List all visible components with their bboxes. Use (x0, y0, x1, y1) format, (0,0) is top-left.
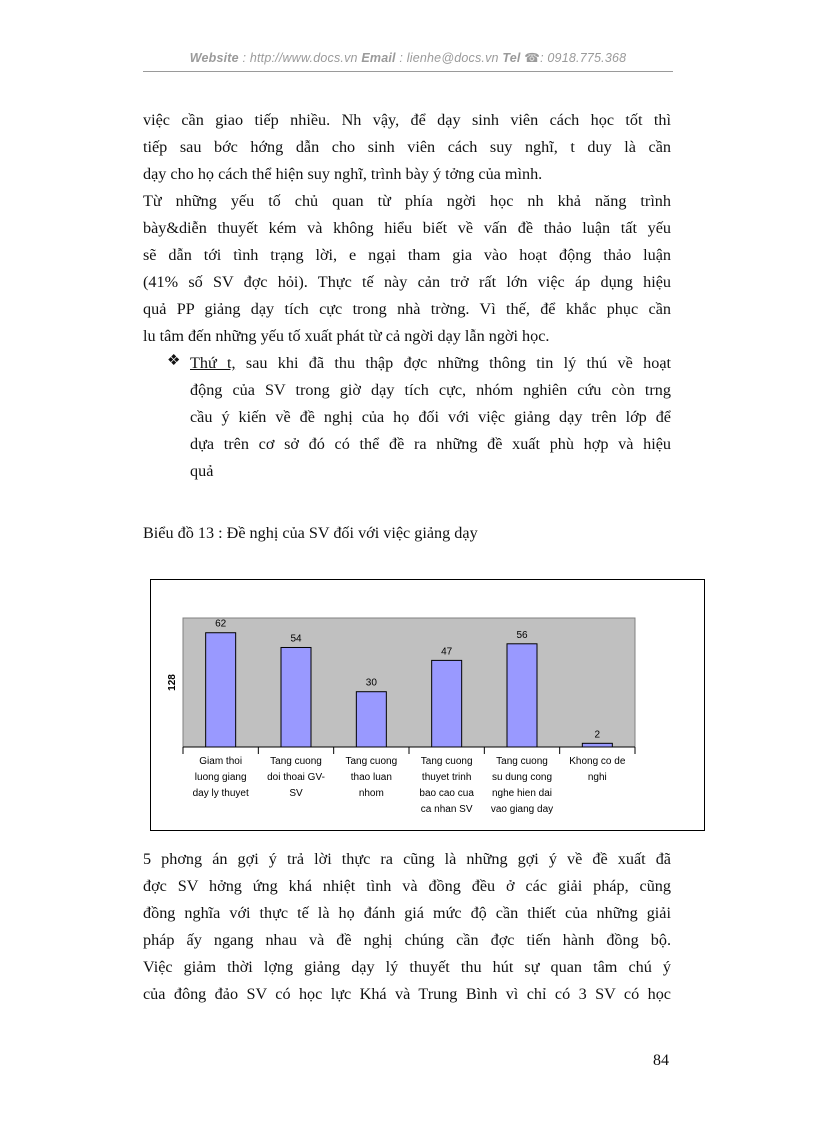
tel-label: Tel (502, 51, 521, 65)
category-label-5-3: nghe hien dai (491, 788, 553, 799)
chart-frame (150, 579, 705, 831)
header-divider (143, 71, 673, 72)
bullet-line-5: quả (190, 462, 214, 480)
data-label-6: 2 (594, 729, 601, 741)
bullet-lead: Thứ t, (190, 354, 236, 372)
category-label-6-2: nghi (587, 772, 607, 783)
para3-line-5: Việc giảm thời lợng giảng dạy lý thuyết thu hút sự quan tâm chú ý (143, 958, 671, 976)
bar-3 (356, 692, 386, 747)
para3-line-3: đồng nghĩa với thực tế là họ đánh giá mức độ cần thiết của những giải (143, 904, 671, 922)
para2-line-4: (41% số SV đợc hỏi). Thực tế này cản trở rất lớn việc áp dụng hiệu (143, 273, 671, 291)
para1-line-2: tiếp sau bớc hớng dẫn cho sinh viên cách suy nghĩ, t duy là cần (143, 138, 671, 156)
chart-caption: Biểu đồ 13 : Đề nghị của SV đối với việc giảng dạy (143, 524, 478, 542)
category-label-1-3: day ly thuyet (192, 788, 249, 799)
data-label-4: 47 (441, 646, 453, 658)
bullet-line-1-text: sau khi đã thu thập đợc những thông tin lý thú về hoạt (235, 354, 671, 372)
bar-2 (281, 647, 311, 747)
category-label-3-1: Tang cuong (345, 756, 398, 767)
tel-value: : 0918.775.368 (540, 51, 627, 65)
category-label-3-2: thao luan (350, 772, 392, 783)
category-label-1-1: Giam thoi (199, 756, 243, 767)
para1-line-3: dạy cho họ cách thể hiện suy nghĩ, trình bày ý tởng của mình. (143, 165, 543, 183)
para2-line-6: lu tâm đến những yếu tố xuất phát từ cả ngời dạy lẫn ngời học. (143, 327, 550, 345)
category-label-5-2: su dung cong (491, 772, 553, 783)
para2-line-5: quả PP giảng dạy tích cực trong nhà trờng. Vì thế, để khắc phục cần (143, 300, 671, 318)
para2-line-2: bày&diễn thuyết kém và không hiểu biết về vấn đề thảo luận tất yếu (143, 219, 671, 237)
bar-chart (151, 580, 704, 830)
data-label-3: 30 (365, 677, 377, 689)
para3-line-1: 5 phơng án gợi ý trả lời thực ra cũng là những gợi ý về đề xuất đã (143, 850, 671, 868)
bullet-line-4: dựa trên cơ sở đó có thể đề ra những đề xuất phù hợp và hiệu (190, 435, 671, 453)
bullet-line-2: động của SV trong giờ dạy tích cực, nhóm nghiên cứu còn trng (190, 381, 671, 399)
data-label-2: 54 (290, 633, 302, 645)
bullet-line-3: cầu ý kiến về đề nghị của họ đối với việc giảng dạy trên lớp để (190, 408, 671, 426)
category-label-4-1: Tang cuong (420, 756, 473, 767)
page-header (0, 50, 816, 65)
data-label-5: 56 (516, 629, 528, 641)
category-label-4-4: ca nhan SV (420, 804, 473, 815)
para3-line-4: pháp ấy ngang nhau và đề nghị chúng cần đợc tiến hành đồng bộ. (143, 931, 671, 949)
para2-line-1: Từ những yếu tố chủ quan từ phía ngời học nh khả năng trình (143, 192, 671, 210)
category-label-2-3: SV (289, 788, 303, 799)
phone-icon: ☎ (524, 51, 541, 65)
email-label: Email (361, 51, 396, 65)
category-label-1-2: luong giang (194, 772, 247, 783)
diamond-bullet-icon: ❖ (167, 353, 181, 369)
website-label: Website (189, 51, 239, 65)
page-number: 84 (653, 1052, 669, 1069)
data-label-1: 62 (215, 618, 227, 630)
category-label-5-4: vao giang day (490, 804, 554, 815)
category-label-3-3: nhom (358, 788, 384, 799)
para3-line-6: của đông đảo SV có học lực Khá và Trung Bình vì chỉ có 3 SV có học (143, 985, 671, 1003)
bar-1 (206, 633, 236, 747)
bar-4 (432, 660, 462, 747)
website-value: : http://www.docs.vn (242, 51, 358, 65)
y-axis-label: 128 (167, 674, 178, 691)
category-label-2-2: doi thoai GV- (267, 772, 325, 783)
bar-6 (582, 743, 612, 747)
bar-5 (507, 644, 537, 747)
para1-line-1: việc cần giao tiếp nhiều. Nh vậy, để dạy sinh viên cách học tốt thì (143, 111, 671, 129)
category-label-5-1: Tang cuong (496, 756, 548, 767)
para3-line-2: đợc SV hởng ứng khá nhiệt tình và đồng đều ở các giải pháp, cũng (143, 877, 671, 895)
para2-line-3: sẽ dẫn tới tình trạng lời, e ngại tham gia vào hoạt động thảo luận (143, 246, 671, 264)
category-label-6-1: Khong co de (569, 756, 626, 767)
plot-area (183, 618, 635, 747)
email-value: : lienhe@docs.vn (399, 51, 499, 65)
category-label-2-1: Tang cuong (270, 756, 322, 767)
category-label-4-3: bao cao cua (419, 788, 474, 799)
category-label-4-2: thuyet trinh (421, 772, 472, 783)
bullet-line-1 (190, 350, 671, 376)
